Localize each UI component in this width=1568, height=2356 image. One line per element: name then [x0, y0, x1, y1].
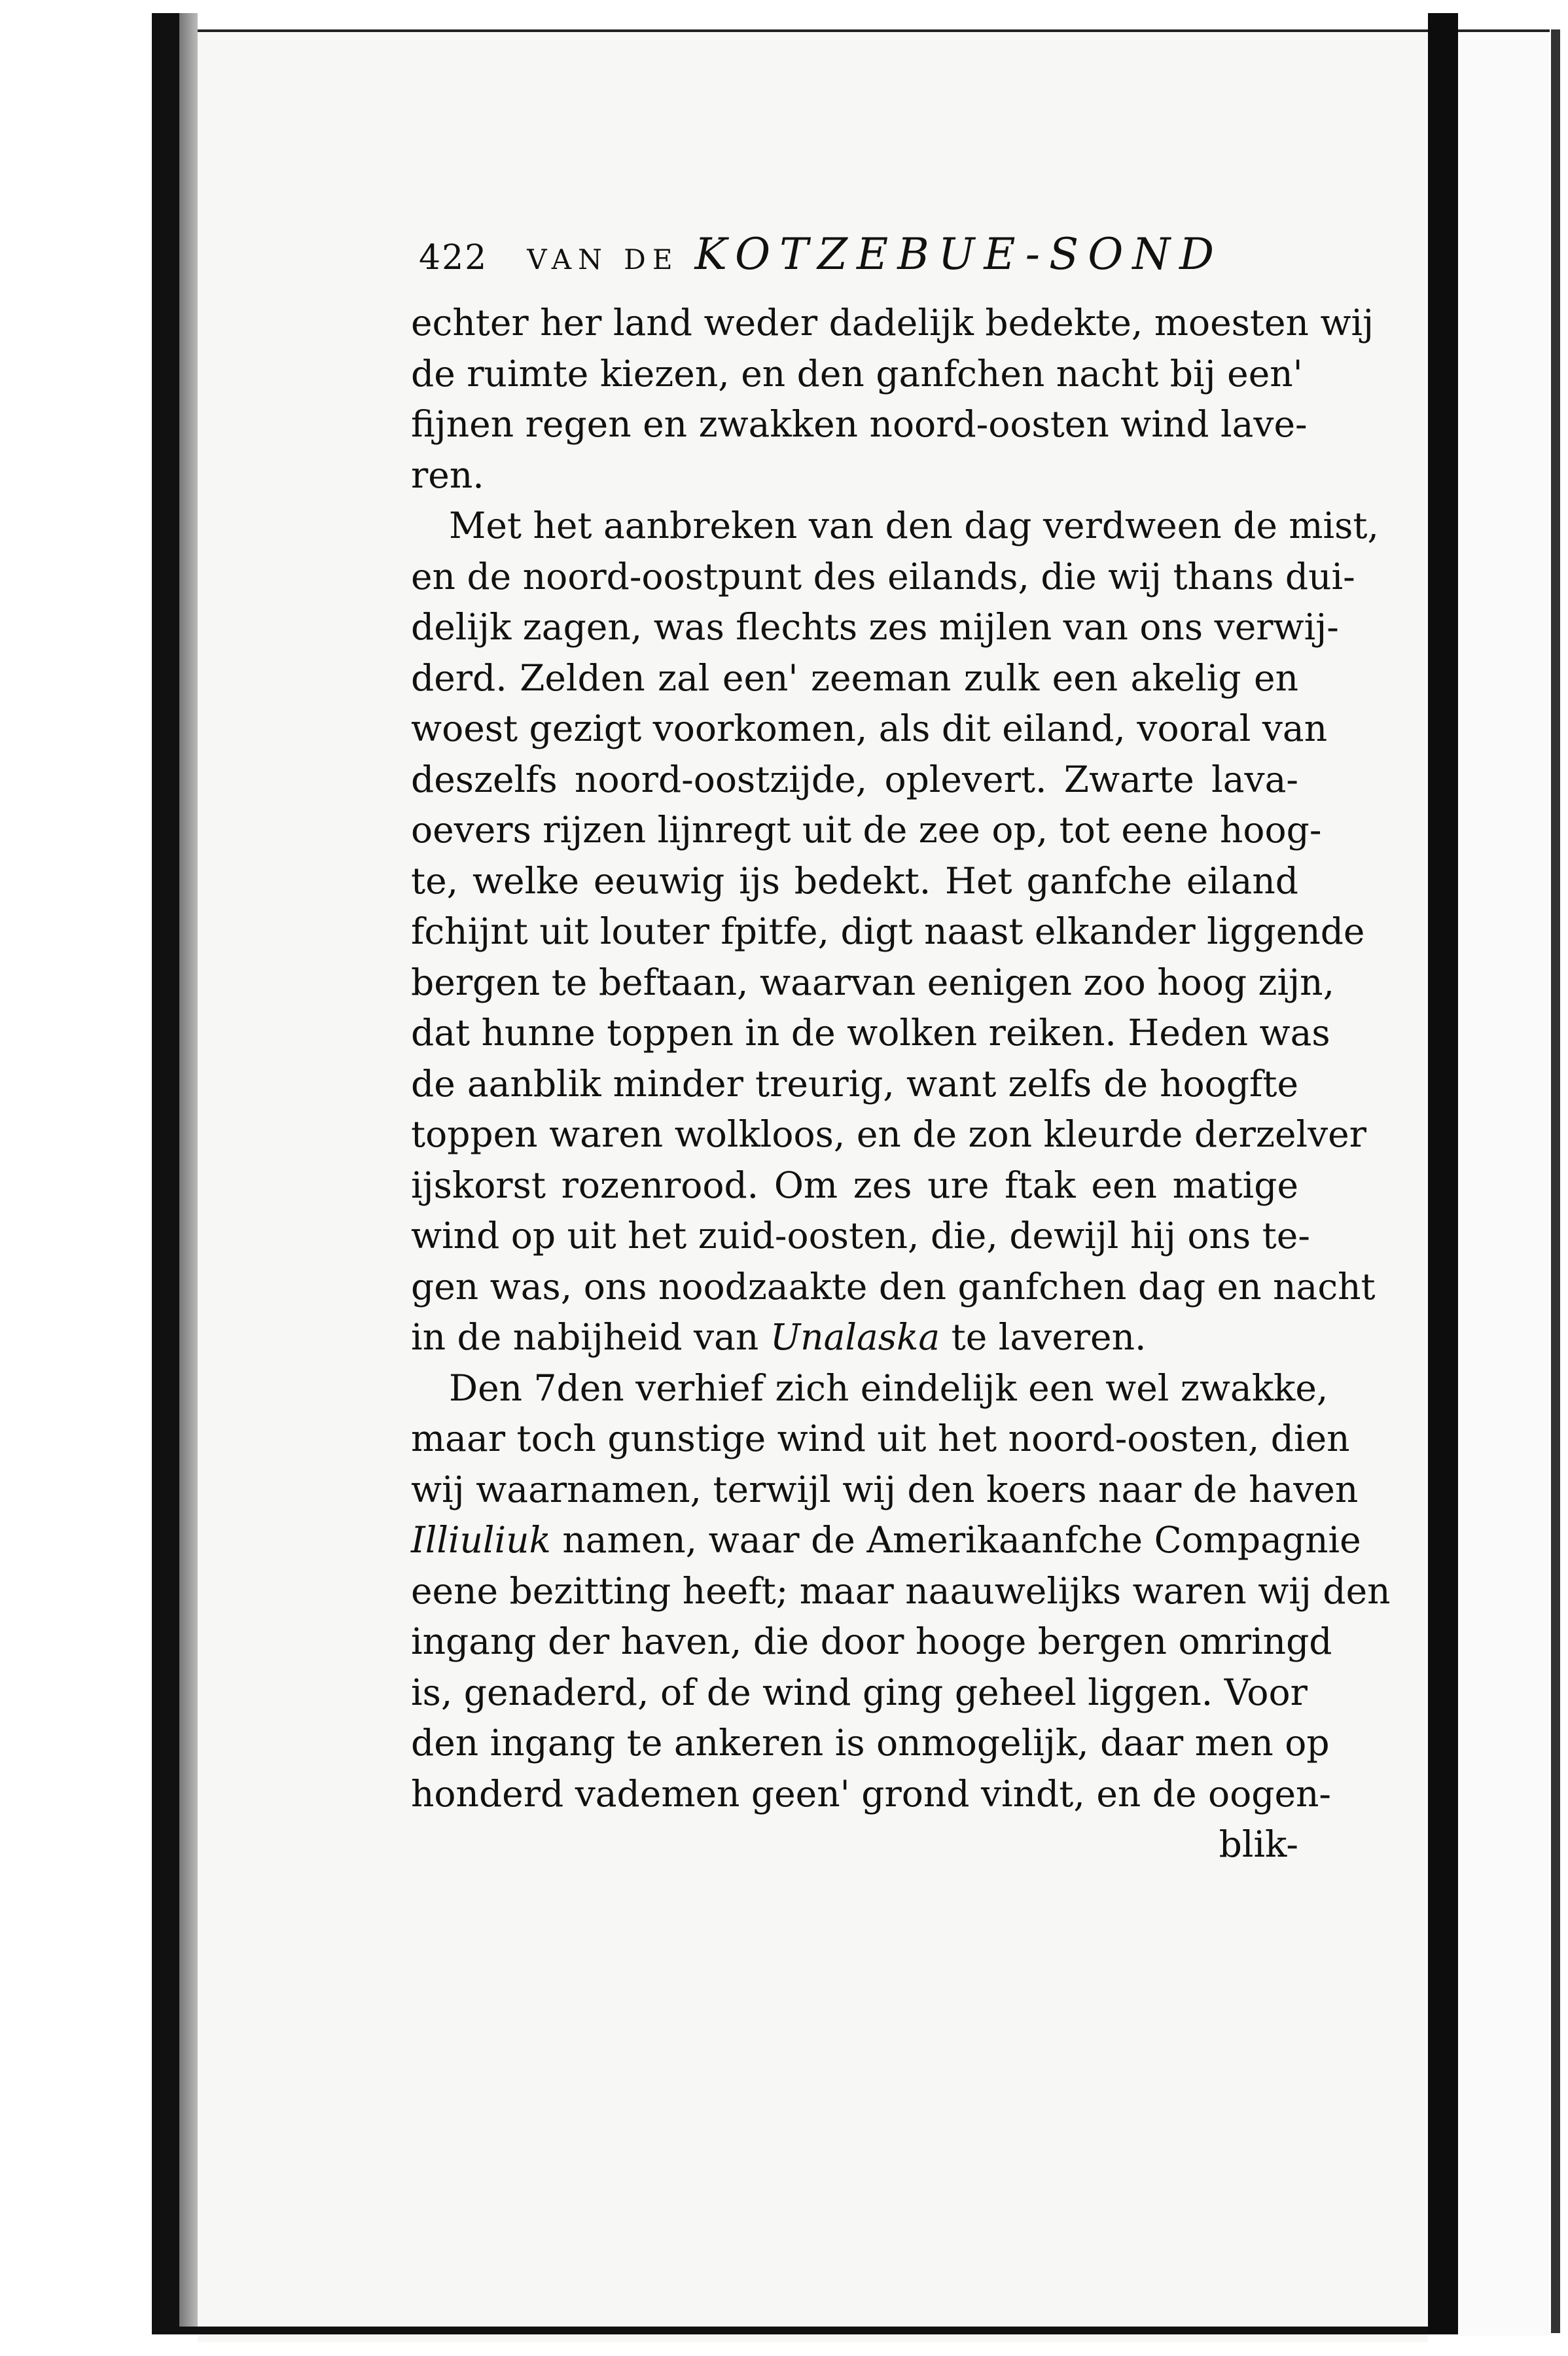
text-line: delijk zagen, was flechts zes mijlen van ons verwij-: [411, 606, 1339, 648]
text-line: oevers rijzen lijnregt uit de zee op, tot eene hoog-: [411, 809, 1322, 851]
text-line: is, genaderd, of de wind ging geheel liggen. Voor: [411, 1671, 1308, 1713]
text-line: ren.: [411, 454, 484, 496]
text-line: den ingang te ankeren is onmogelijk, daar men op: [411, 1722, 1330, 1764]
page-bottom-shadow: [152, 2327, 1461, 2334]
page-edge-strip: [179, 13, 198, 2330]
text-line: gen was, ons noodzaakte den ganfchen dag en nacht: [411, 1265, 1376, 1308]
text-line: [411, 1515, 1361, 1566]
book-spine-shadow: [152, 13, 179, 2330]
text-line: bergen te beftaan, waarvan eenigen zoo hoog zijn,: [411, 961, 1335, 1003]
text-line: de aanblik minder treurig, want zelfs de hoogfte: [411, 1062, 1298, 1105]
text-line: wind op uit het zuid-oosten, die, dewijl hij ons te-: [411, 1215, 1310, 1257]
facing-page-border: [1551, 29, 1560, 2333]
text-line: Met het aanbreken van den dag verdween de mist,: [449, 505, 1379, 546]
text-line: dat hunne toppen in de wolken reiken. Heden was: [411, 1012, 1330, 1054]
text-line: Den 7den verhief zich eindelijk een wel zwakke,: [449, 1366, 1328, 1409]
text-line: derd. Zelden zal een' zeeman zulk een akelig en: [411, 656, 1298, 699]
text-line: deszelfs noord-oostzijde, oplevert. Zwarte lava-: [411, 758, 1298, 800]
text-line: woest gezigt voorkomen, als dit eiland, vooral van: [411, 707, 1328, 749]
text-line: fchijnt uit louter fpitfe, digt naast elkander liggende: [411, 910, 1365, 952]
text-line: maar toch gunstige wind uit het noord-oosten, dien: [411, 1418, 1350, 1459]
text-line: de ruimte kiezen, en den ganfchen nacht bij een': [411, 352, 1303, 395]
text-segment: te laveren.: [951, 1316, 1147, 1358]
running-header-title: KOTZEBUE-SOND: [694, 229, 1224, 279]
text-line: [411, 1312, 1298, 1363]
text-line: te, welke eeuwig ijs bedekt. Het ganfche eiland: [411, 859, 1298, 902]
place-name: Illiuliuk: [411, 1519, 551, 1561]
place-name: Unalaska: [770, 1316, 940, 1358]
text-line: en de noord-oostpunt des eilands, die wij thans dui-: [411, 555, 1355, 598]
text-segment: in de nabijheid van: [411, 1316, 759, 1358]
body-text: [411, 298, 1391, 1870]
facing-page-edge: [1458, 29, 1550, 2336]
text-line: ijskorst rozenrood. Om zes ure ftak een matige: [411, 1164, 1298, 1206]
text-line: toppen waren wolkloos, en de zon kleurde derzelver: [411, 1113, 1366, 1155]
running-header-prefix: VAN DE: [527, 243, 679, 276]
book-gutter: [1428, 13, 1458, 2333]
page-number: 422: [419, 238, 488, 277]
text-line: echter her land weder dadelijk bedekte, moesten wij: [411, 302, 1374, 344]
catchword: blik-: [1219, 1823, 1298, 1865]
text-line: fijnen regen en zwakken noord-oosten wind lave-: [411, 403, 1308, 445]
text-line: wij waarnamen, terwijl wij den koers naar de haven: [411, 1468, 1359, 1510]
text-segment: namen, waar de Amerikaanfche Compagnie: [562, 1519, 1361, 1561]
text-line: ingang der haven, die door hooge bergen omringd: [411, 1620, 1332, 1662]
running-header: [419, 229, 1296, 281]
text-line: honderd vademen geen' grond vindt, en de oogen-: [411, 1772, 1332, 1815]
text-line: eene bezitting heeft; maar naauwelijks waren wij den: [411, 1569, 1391, 1612]
